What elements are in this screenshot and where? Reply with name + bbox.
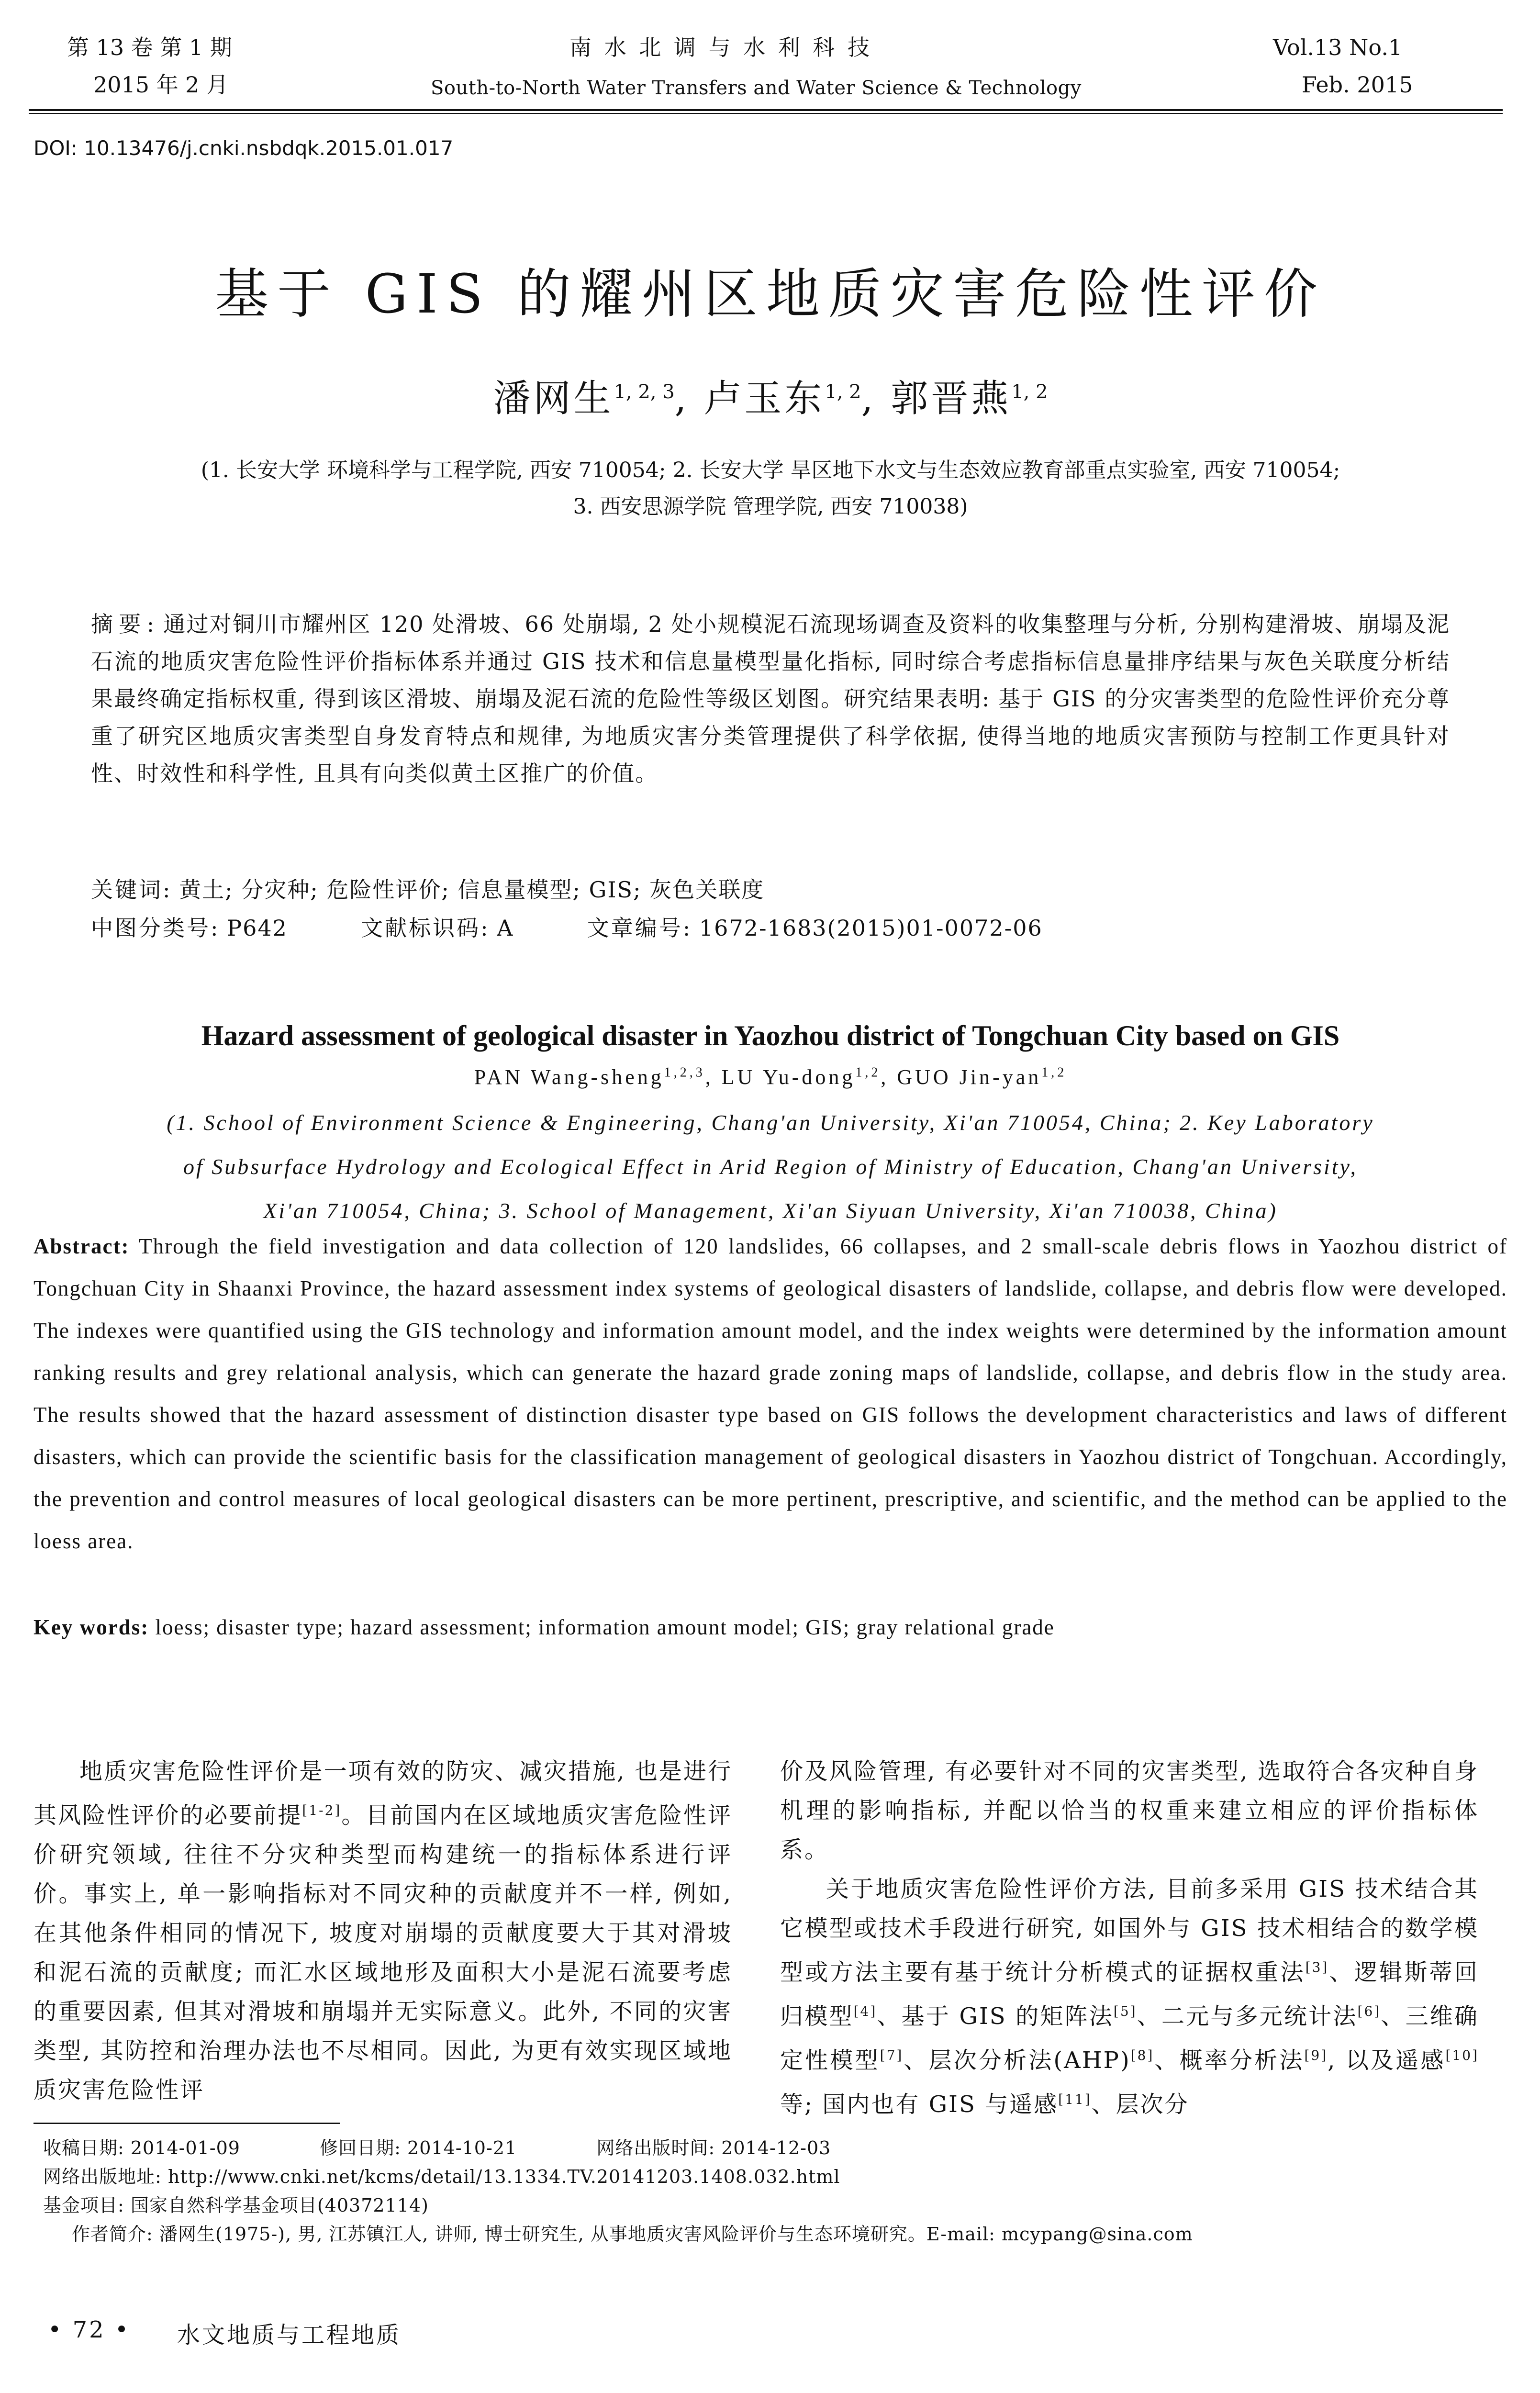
keywords-en-text: loess; disaster type; hazard assessment; information amount model; GIS; gray relational grade — [155, 1615, 1055, 1639]
affiliation-line-en: (1. School of Environment Science & Engineering, Chang'an University, Xi'an 710054, China; 2. Key Laboratory — [167, 1110, 1374, 1135]
author-name: 潘网生 — [493, 377, 614, 420]
affiliation-line-en: Xi'an 710054, China; 3. School of Management, Xi'an Siyuan University, Xi'an 710038, China) — [263, 1198, 1278, 1223]
running-head-volume-en: Vol.13 No.1 — [1273, 34, 1403, 60]
affiliations-cn — [29, 452, 1512, 525]
clc-label: 中图分类号 — [91, 915, 211, 941]
citation: [9] — [1304, 2047, 1328, 2063]
running-head-journal-en: South-to-North Water Transfers and Water Science & Technology — [431, 77, 1082, 99]
keywords-en — [33, 1610, 1507, 1644]
keywords-cn-text: 黄土; 分灾种; 危险性评价; 信息量模型; GIS; 灰色关联度 — [179, 877, 765, 903]
abstract-en-text: Through the field investigation and data collection of 120 landslides, 66 collapses, and 2 small-scale debris flows in Yaozhou district of Tongchuan City in Shaanxi Province, the hazard assessment index systems of geological disasters of landslide, collapse, and debris flow were developed. The indexes were quantified using the GIS technology and information amount model, and the index weights were determined by the information amount ranking results and grey relational analysis, which can generate the hazard grade zoning maps of landslide, collapse, and debris flow in the study area. The results showed that the hazard assessment of distinction disaster type based on GIS follows the development characteristics and laws of different disasters, which can provide the scientific basis for the classification management of geological disasters in Yaozhou district of Tongchuan. Accordingly, the prevention and control measures of local geological disasters can be more pertinent, prescriptive, and scientific, and the method can be applied to the loess area. — [33, 1234, 1507, 1553]
author-name: 郭晋燕 — [891, 377, 1012, 420]
citation: [4] — [853, 2003, 877, 2019]
citation: [1-2] — [302, 1802, 342, 1818]
authors-cn: 潘网生$^{1, 2, 3}$, 卢玉东$^{1, 2}$, 郭晋燕$^{1, 2}$ — [493, 377, 1048, 420]
author-affiliation-mark: 1, 2 — [825, 381, 861, 403]
authors-en: PAN Wang-sheng$^{1,2,3}$, LU Yu-dong$^{1,2}$, GUO Jin-yan$^{1,2}$ — [474, 1065, 1067, 1089]
body-paragraph: 地质灾害危险性评价是一项有效的防灾、减灾措施, 也是进行其风险性评价的必要前提[1-2]。目前国内在区域地质灾害危险性评价研究领域, 往往不分灾种类型而构建统一的指标体系进行评价。事实上, 单一影响指标对不同灾种的贡献度并不一样, 例如, 在其他条件相同的情况下, 坡度对崩塌的贡献度要大于其对滑坡和泥石流的贡献度; 而汇水区域地形及面积大小是泥石流要考虑的重要因素, 但其对滑坡和崩塌并无实际意义。此外, 不同的灾害类型, 其防控和治理办法也不尽相同。因此, 为更有效实现区域地质灾害危险性评 — [33, 1758, 732, 2103]
affiliation-line-en: of Subsurface Hydrology and Ecological Effect in Arid Region of Ministry of Education, Chang'an University, — [183, 1154, 1358, 1179]
body-column-left — [33, 1752, 732, 2110]
footnote-rule — [33, 2123, 340, 2124]
citation: [7] — [880, 2047, 904, 2063]
citation: [5] — [1113, 2003, 1137, 2019]
running-head-date-en: Feb. 2015 — [1302, 72, 1413, 98]
abstract-cn-label: 摘要 — [91, 611, 147, 637]
footnote-online-url: 网络出版地址: http://www.cnki.net/kcms/detail/13.1334.TV.20141203.1408.032.html — [43, 2166, 840, 2187]
footnote-author-bio: 作者简介: 潘网生(1975-), 男, 江苏镇江人, 讲师, 博士研究生, 从事地质灾害风险评价与生态环境研究。E-mail: mcypang@sina.com — [72, 2224, 1193, 2245]
header-rule — [29, 109, 1503, 111]
revised-date: 修回日期: 2014-10-21 — [320, 2137, 517, 2158]
footnote-fund: 基金项目: 国家自然科学基金项目(40372114) — [43, 2195, 429, 2216]
article-id-label: 文章编号 — [587, 915, 683, 941]
abstract-en-label: Abstract: — [33, 1234, 130, 1258]
author-name-en: PAN Wang-sheng — [474, 1065, 664, 1089]
abstract-cn-text: 通过对铜川市耀州区 120 处滑坡、66 处崩塌, 2 处小规模泥石流现场调查及资料的收集整理与分析, 分别构建滑坡、崩塌及泥石流的地质灾害危险性评价指标体系并通过 GIS 技术和信息量模型量化指标, 同时综合考虑指标信息量排序结果与灰色关联度分析结果最终确定指标权重, 得到该区滑坡、崩塌及泥石流的危险性等级区划图。研究结果表明: 基于 GIS 的分灾害类型的危险性评价充分尊重了研究区地质灾害类型自身发育特点和规律, 为地质灾害分类管理提供了科学依据, 使得当地的地质灾害预防与控制工作更具针对性、时效性和科学性, 且具有向类似黄土区推广的价值。 — [91, 611, 1451, 786]
running-head-date: 2015 年 2 月 — [93, 72, 229, 98]
body-column-right — [780, 1752, 1479, 2124]
affiliation-line: (1. 长安大学 环境科学与工程学院, 西安 710054; 2. 长安大学 旱区地下水文与生态效应教育部重点实验室, 西安 710054; — [201, 458, 1340, 482]
author-affiliation-mark: 1, 2, 3 — [614, 381, 675, 403]
doc-code: A — [497, 915, 514, 941]
footnote-dates — [43, 2135, 831, 2161]
article-id: 1672-1683(2015)01-0072-06 — [699, 915, 1043, 941]
clc-code: P642 — [227, 915, 288, 941]
running-head-volume: 第 13 卷 第 1 期 — [67, 34, 232, 60]
online-date: 网络出版时间: 2014-12-03 — [596, 2137, 831, 2158]
author-name-en: GUO Jin-yan — [897, 1065, 1042, 1089]
citation: [3] — [1305, 1959, 1329, 1975]
citation: [11] — [1058, 2091, 1092, 2107]
paper-title-en: Hazard assessment of geological disaster in Yaozhou district of Tongchuan City based on GIS — [201, 1020, 1340, 1051]
author-affiliation-mark: 1,2 — [855, 1065, 881, 1080]
citation: [8] — [1130, 2047, 1154, 2063]
page-number: • 72 • — [48, 2316, 131, 2343]
affiliations-en — [29, 1101, 1512, 1233]
affiliation-line: 3. 西安思源学院 管理学院, 西安 710038) — [573, 494, 968, 519]
body-paragraph: 价及风险管理, 有必要针对不同的灾害类型, 选取符合各灾种自身机理的影响指标, 并配以恰当的权重来建立相应的评价指标体系。 — [780, 1758, 1479, 1863]
abstract-cn: 摘要: 通过对铜川市耀州区 120 处滑坡、66 处崩塌, 2 处小规模泥石流现场调查及资料的收集整理与分析, 分别构建滑坡、崩塌及泥石流的地质灾害危险性评价指标体系并通过 GIS 技术和信息量模型量化指标, 同时综合考虑指标信息量排序结果与灰色关联度分析结果最终确定指标权重, 得到该区滑坡、崩塌及泥石流的危险性等级区划图。研究结果表明: 基于 GIS 的分灾害类型的危险性评价充分尊重了研究区地质灾害类型自身发育特点和规律, 为地质灾害分类管理提供了科学依据, 使得当地的地质灾害预防与控制工作更具针对性、时效性和科学性, 且具有向类似黄土区推广的价值。 — [91, 611, 1451, 786]
doi: DOI: 10.13476/j.cnki.nsbdqk.2015.01.017 — [33, 136, 454, 160]
paper-title-cn: 基于 GIS 的耀州区地质灾害危险性评价 — [215, 263, 1326, 325]
author-name-en: LU Yu-dong — [721, 1065, 856, 1089]
abstract-en — [33, 1225, 1507, 1562]
journal-footer: 水文地质与工程地质 — [177, 2322, 402, 2348]
keywords-en-label: Key words: — [33, 1615, 149, 1639]
running-head-journal-cn: 南 水 北 调 与 水 利 科 技 — [569, 34, 872, 60]
doc-code-label: 文献标识码 — [361, 915, 481, 941]
citation: [6] — [1357, 2003, 1381, 2019]
keywords-cn-label: 关键词 — [91, 877, 163, 903]
citation: [10] — [1445, 2047, 1479, 2063]
received-date: 收稿日期: 2014-01-09 — [43, 2137, 240, 2158]
classification-line: 中图分类号: P642 文献标识码: A 文章编号: 1672-1683(2015)01-0072-06 — [91, 915, 1043, 941]
author-affiliation-mark: 1, 2 — [1011, 381, 1048, 403]
author-affiliation-mark: 1,2 — [1041, 1065, 1067, 1080]
header-rule-thin — [29, 113, 1503, 114]
author-affiliation-mark: 1,2,3 — [664, 1065, 705, 1080]
keywords-cn: 关键词: 黄土; 分灾种; 危险性评价; 信息量模型; GIS; 灰色关联度 — [91, 877, 765, 903]
body-paragraph: 关于地质灾害危险性评价方法, 目前多采用 GIS 技术结合其它模型或技术手段进行研究, 如国外与 GIS 技术相结合的数学模型或方法主要有基于统计分析模式的证据权重法[3]、逻辑斯蒂回归模型[4]、基于 GIS 的矩阵法[5]、二元与多元统计法[6]、三维确定性模型[7]、层次分析法(AHP)[8]、概率分析法[9], 以及遥感[10]等; 国内也有 GIS 与遥感[11]、层次分 — [780, 1876, 1479, 2118]
author-name: 卢玉东 — [704, 377, 825, 420]
